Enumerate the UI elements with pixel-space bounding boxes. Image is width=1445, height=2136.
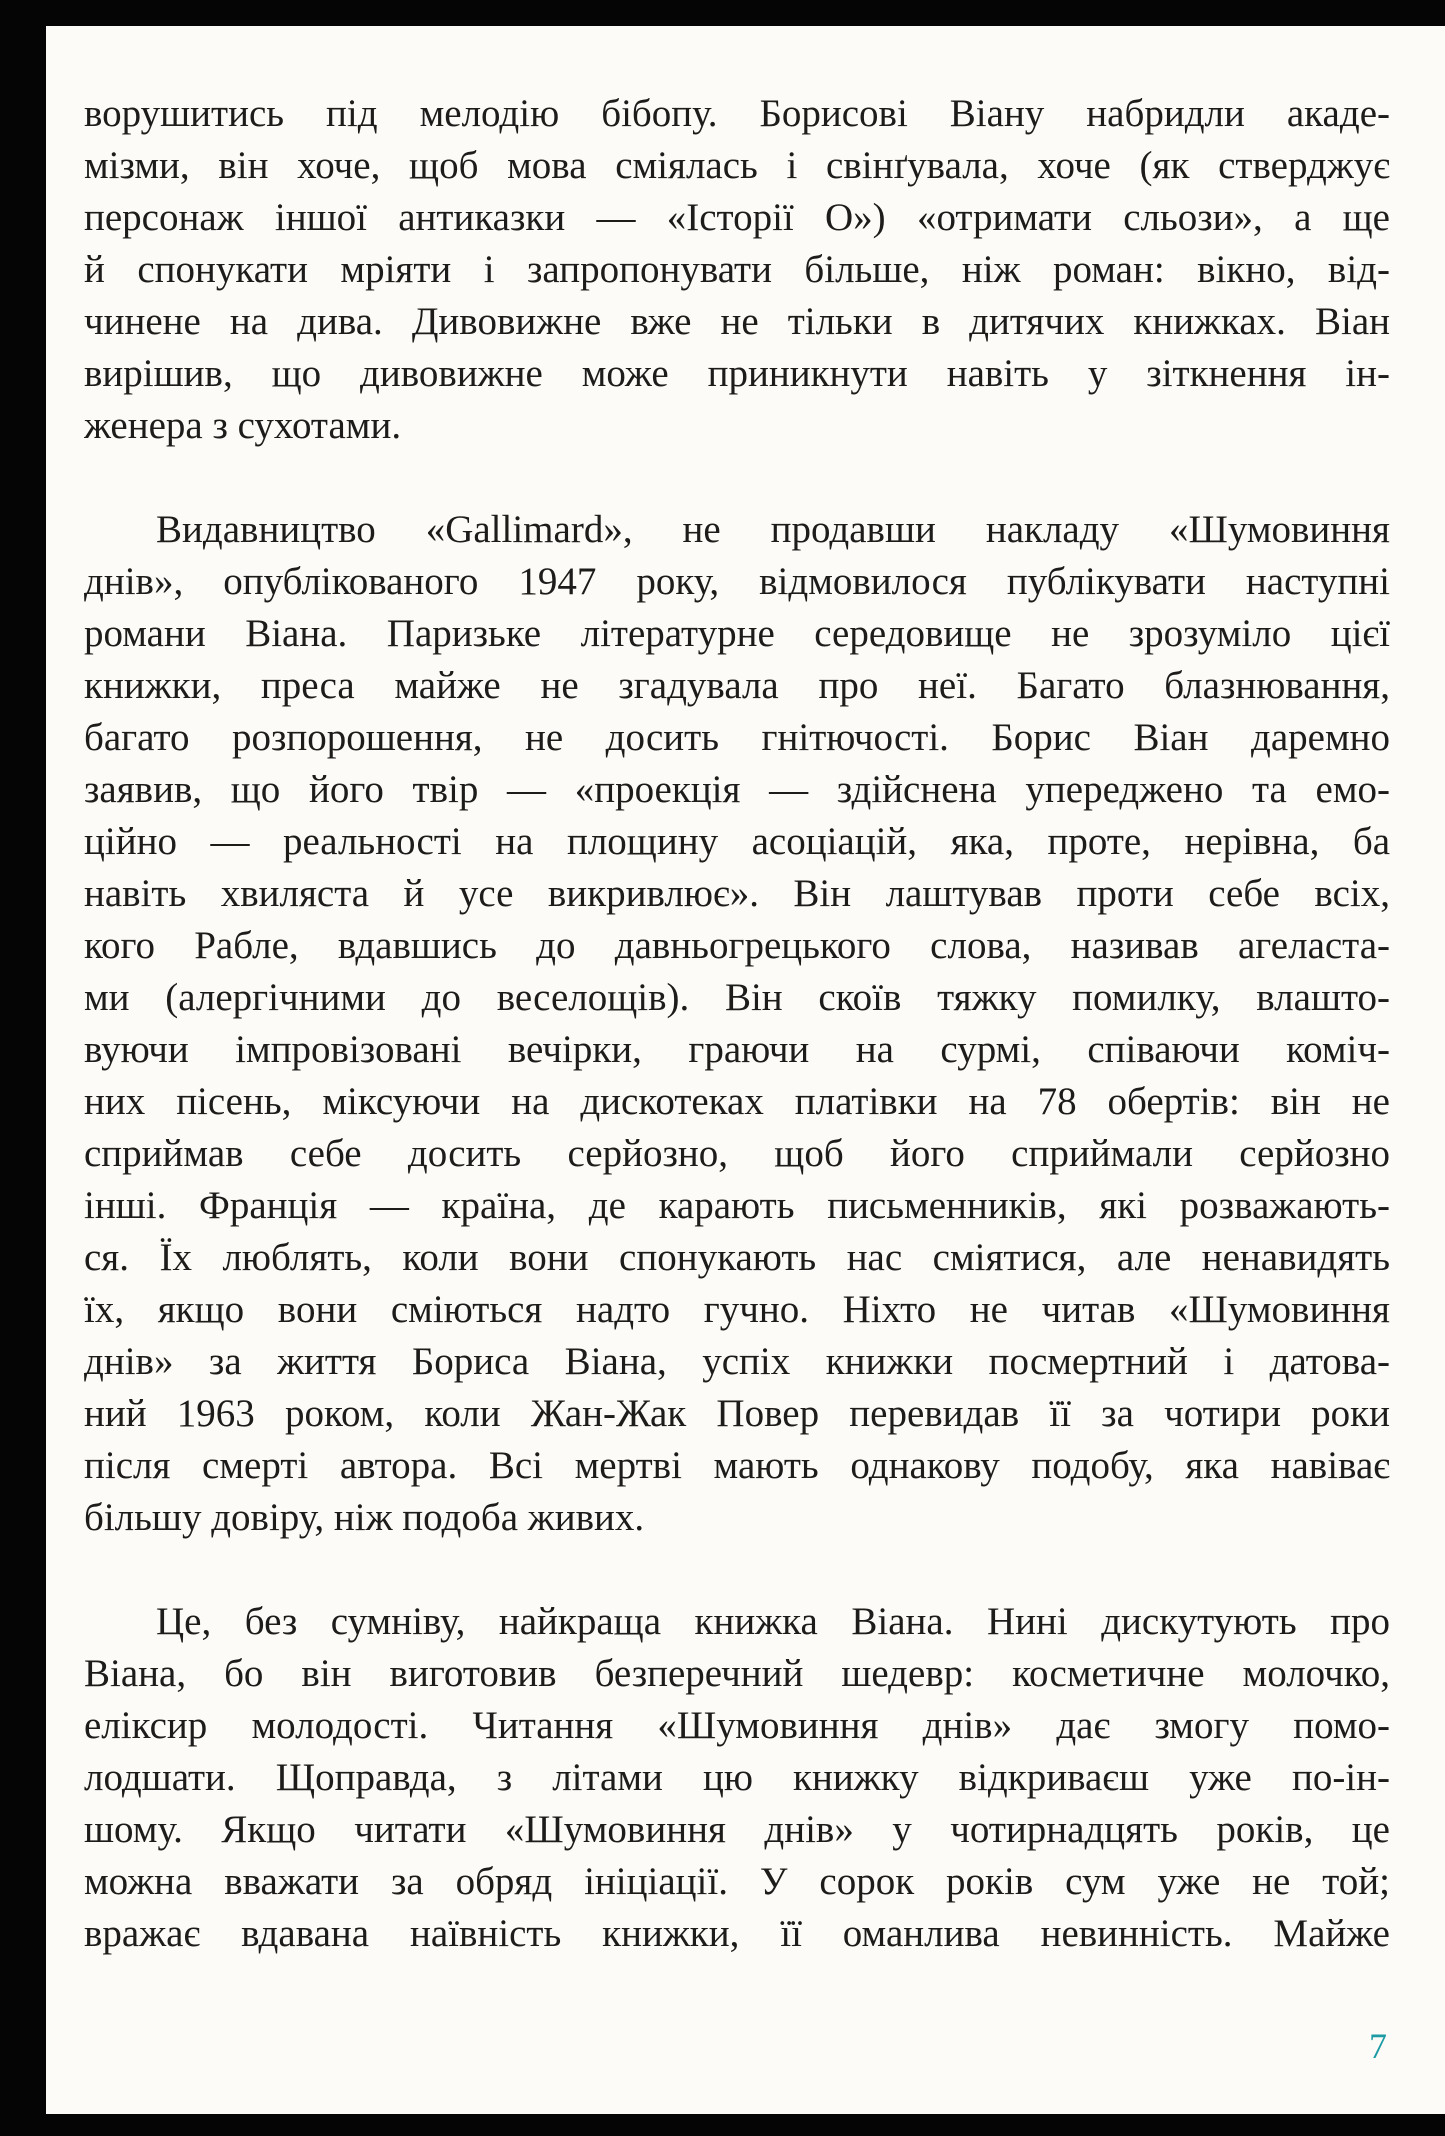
scan-edge-top [0, 0, 1445, 26]
paragraph [84, 504, 1390, 1544]
text-line: сприймав себе досить серйозно, щоб його сприймали серйозно [84, 1132, 1390, 1175]
text-line: ний 1963 роком, коли Жан-Жак Повер перевидав її за чотири роки [84, 1392, 1390, 1435]
text-line: них пісень, міксуючи на дискотеках платівки на 78 обертів: він не [84, 1080, 1390, 1123]
paragraph [84, 1596, 1390, 1960]
scan-edge-bottom [0, 2114, 1445, 2136]
text-line: їх, якщо вони сміються надто гучно. Ніхто не читав «Шумовиння [84, 1288, 1390, 1331]
text-line: ційно — реальності на площину асоціацій, яка, проте, нерівна, ба [84, 820, 1390, 863]
text-line: багато розпорошення, не досить гнітючості. Борис Віан даремно [84, 716, 1390, 759]
text-line: навіть хвиляста й усе викривлює». Він лаштував проти себе всіх, [84, 872, 1390, 915]
text-line: ми (алергічними до веселощів). Він скоїв тяжку помилку, влашто- [84, 976, 1390, 1019]
scan-edge-left [0, 0, 46, 2136]
text-line: можна вважати за обряд ініціації. У сорок років сум уже не той; [84, 1860, 1390, 1903]
text-line: ворушитись під мелодію бібопу. Борисові Віану набридли акаде- [84, 92, 1390, 135]
text-line: персонаж іншої антиказки — «Історії О») «отримати сльози», а ще [84, 196, 1390, 239]
text-line: більшу довіру, ніж подоба живих. [84, 1496, 645, 1539]
text-line: й спонукати мріяти і запропонувати більше, ніж роман: вікно, від- [84, 248, 1390, 291]
text-line: днів», опублікованого 1947 року, відмовилося публікувати наступні [84, 560, 1390, 603]
text-line: лодшати. Щоправда, з літами цю книжку відкриваєш уже по-ін- [84, 1756, 1390, 1799]
text-block [84, 88, 1390, 1960]
text-line: заявив, що його твір — «проекція — здійснена упереджено та емо- [84, 768, 1390, 811]
page-number: 7 [1369, 2026, 1387, 2066]
text-line: романи Віана. Паризьке літературне середовище не зрозуміло цієї [84, 612, 1390, 655]
text-line: Це, без сумніву, найкраща книжка Віана. Нині дискутують про [156, 1600, 1390, 1643]
text-line: книжки, преса майже не згадувала про неї. Багато блазнювання, [84, 664, 1390, 707]
text-line: кого Рабле, вдавшись до давньогрецького слова, називав агеласта- [84, 924, 1390, 967]
text-line: після смерті автора. Всі мертві мають однакову подобу, яка навіває [84, 1444, 1390, 1487]
text-line: Віана, бо він виготовив безперечний шедевр: косметичне молочко, [84, 1652, 1390, 1695]
text-line: інші. Франція — країна, де карають письменників, які розважають- [84, 1184, 1390, 1227]
text-line: ся. Їх люблять, коли вони спонукають нас сміятися, але ненавидять [84, 1236, 1390, 1279]
text-line: Видавництво «Gallimard», не продавши накладу «Шумовиння [156, 508, 1390, 551]
text-line: вуючи імпровізовані вечірки, граючи на сурмі, співаючи коміч- [84, 1028, 1390, 1071]
text-line: вирішив, що дивовижне може приникнути навіть у зіткнення ін- [84, 352, 1390, 395]
text-line: днів» за життя Бориса Віана, успіх книжки посмертний і датова- [84, 1340, 1390, 1383]
text-line: чинене на дива. Дивовижне вже не тільки в дитячих книжках. Віан [84, 300, 1390, 343]
text-line: вражає вдавана наївність книжки, її оманлива невинність. Майже [84, 1912, 1390, 1955]
text-line: мізми, він хоче, щоб мова сміялась і свінґувала, хоче (як стверджує [84, 144, 1390, 187]
text-line: еліксир молодості. Читання «Шумовиння днів» дає змогу помо- [84, 1704, 1390, 1747]
text-line: шому. Якщо читати «Шумовиння днів» у чотирнадцять років, це [84, 1808, 1390, 1851]
paragraph [84, 88, 1390, 452]
text-line: женера з сухотами. [84, 404, 402, 447]
